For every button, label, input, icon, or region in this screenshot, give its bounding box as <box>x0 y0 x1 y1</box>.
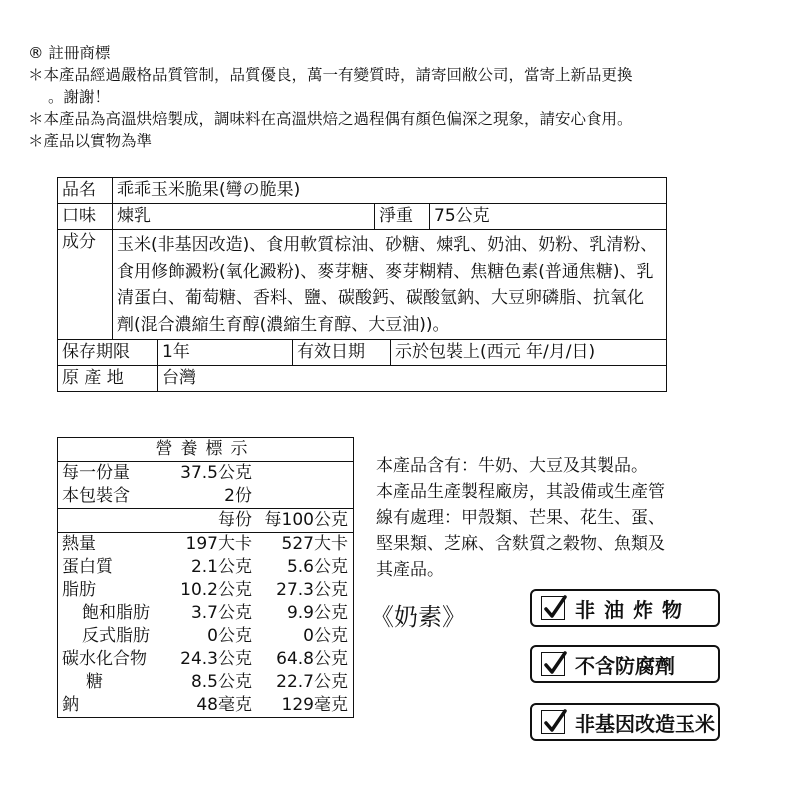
nutrient-row <box>58 602 353 625</box>
allergen-line: 堅果類、芝麻、含麩質之穀物、魚類及 <box>376 534 665 554</box>
serving-size-value: 37.5公克 <box>180 463 252 483</box>
nutrient-per-100g: 22.7公克 <box>276 672 348 692</box>
nutrient-row <box>58 533 353 556</box>
product-note: ＊產品以實物為準 <box>28 132 153 150</box>
badge-text: 不含防腐劑 <box>575 653 675 678</box>
serving-size-label: 每一份量 <box>62 463 130 483</box>
baking-note: ＊本產品為高溫烘焙製成，調味料在高溫烘焙之過程偶有顏色偏深之現象，請安心食用。 <box>28 110 633 128</box>
ingredients-row <box>58 230 666 340</box>
expiry-label: 有效日期 <box>293 340 391 365</box>
not-fried-badge <box>530 589 720 627</box>
nutrient-name: 蛋白質 <box>62 557 113 577</box>
net-weight-value: 75公克 <box>434 206 490 226</box>
origin-label: 原 產 地 <box>58 366 158 391</box>
trademark-note: ® 註冊商標 <box>28 44 111 62</box>
nutrition-title: 營養標示 <box>58 438 353 462</box>
nutrient-name: 脂肪 <box>62 580 96 600</box>
allergen-line: 本產品生產製程廠房，其設備或生產管 <box>376 482 665 502</box>
servings-row <box>58 485 353 509</box>
nutrient-per-100g: 9.9公克 <box>286 603 348 623</box>
product-info-table <box>57 177 667 392</box>
nutrient-per-serving: 24.3公克 <box>180 649 252 669</box>
shelf-life-value: 1年 <box>158 340 293 365</box>
nutrient-name: 反式脂肪 <box>82 626 150 646</box>
non-gmo-badge <box>530 703 720 741</box>
nutrient-row <box>58 579 353 602</box>
shelf-life-row <box>58 340 666 366</box>
allergen-line: 本產品含有：牛奶、大豆及其製品。 <box>376 456 648 476</box>
flavor-row <box>58 204 666 230</box>
nutrient-name: 糖 <box>86 672 103 692</box>
col-per-serving: 每份 <box>218 510 252 530</box>
origin-row <box>58 366 666 391</box>
nutrient-per-100g: 129毫克 <box>281 695 348 715</box>
nutrient-name: 飽和脂肪 <box>82 603 150 623</box>
nutrient-row <box>58 671 353 694</box>
nutrient-per-100g: 64.8公克 <box>276 649 348 669</box>
name-row <box>58 178 666 204</box>
allergen-line: 線有處理：甲殼類、芒果、花生、蛋、 <box>376 508 665 528</box>
net-weight-label: 淨重 <box>375 204 430 229</box>
checkbox-checked-icon <box>541 710 565 734</box>
nutrient-name: 碳水化合物 <box>62 649 147 669</box>
allergen-line: 其產品。 <box>376 560 444 580</box>
quality-note-cont: 。謝謝！ <box>48 88 111 106</box>
ingredients-value: 玉米(非基因改造)、食用軟質棕油、砂糖、煉乳、奶油、奶粉、乳清粉、食用修飾澱粉(氧化澱粉)、麥芽糖、麥芽糊精、焦糖色素(普通焦糖)、乳清蛋白、葡萄糖、香料、鹽、碳酸鈣、碳酸氫鈉、大豆卵磷脂、抗氧化劑(混合濃縮生育醇(濃縮生育醇、大豆油))。 <box>117 235 658 335</box>
vegetarian-label: 《奶素》 <box>370 603 466 631</box>
nutrient-per-serving: 2.1公克 <box>190 557 252 577</box>
nutrient-per-serving: 197大卡 <box>185 534 252 554</box>
shelf-life-label: 保存期限 <box>58 340 158 365</box>
nutrient-per-serving: 10.2公克 <box>180 580 252 600</box>
nutrient-row <box>58 556 353 579</box>
nutrient-row <box>58 625 353 648</box>
origin-value: 台灣 <box>162 368 196 388</box>
flavor-label: 口味 <box>58 204 113 229</box>
allergen-statement <box>376 453 776 583</box>
servings-value: 2份 <box>224 486 252 506</box>
nutrient-per-100g: 5.6公克 <box>286 557 348 577</box>
name-value: 乖乖玉米脆果(彎の脆果) <box>117 180 301 200</box>
nutrient-per-serving: 3.7公克 <box>190 603 252 623</box>
nutrient-per-serving: 48毫克 <box>196 695 252 715</box>
flavor-value: 煉乳 <box>113 204 375 229</box>
checkbox-checked-icon <box>541 596 565 620</box>
nutrient-per-100g: 27.3公克 <box>276 580 348 600</box>
notes-section <box>28 42 788 152</box>
nutrient-row <box>58 648 353 671</box>
nutrient-per-100g: 527大卡 <box>281 534 348 554</box>
expiry-value: 示於包裝上(西元 年/月/日) <box>395 342 596 362</box>
column-header-row <box>58 509 353 533</box>
nutrient-name: 鈉 <box>62 695 79 715</box>
serving-size-row <box>58 462 353 485</box>
no-preservatives-badge <box>530 645 720 683</box>
badge-text: 非基因改造玉米 <box>575 711 715 736</box>
nutrient-name: 熱量 <box>62 534 96 554</box>
ingredients-label: 成分 <box>58 230 113 339</box>
nutrient-row <box>58 694 353 717</box>
nutrient-per-serving: 0公克 <box>207 626 252 646</box>
col-per-100g: 每100公克 <box>264 510 348 530</box>
servings-label: 本包裝含 <box>62 486 130 506</box>
nutrient-per-serving: 8.5公克 <box>190 672 252 692</box>
nutrient-per-100g: 0公克 <box>303 626 348 646</box>
quality-note: ＊本產品經過嚴格品質管制，品質優良，萬一有變質時，請寄回敝公司，當寄上新品更換 <box>28 66 633 84</box>
nutrition-table <box>57 437 354 718</box>
name-label: 品名 <box>58 178 113 203</box>
badge-text: 非油炸物 <box>575 597 691 622</box>
checkbox-checked-icon <box>541 652 565 676</box>
